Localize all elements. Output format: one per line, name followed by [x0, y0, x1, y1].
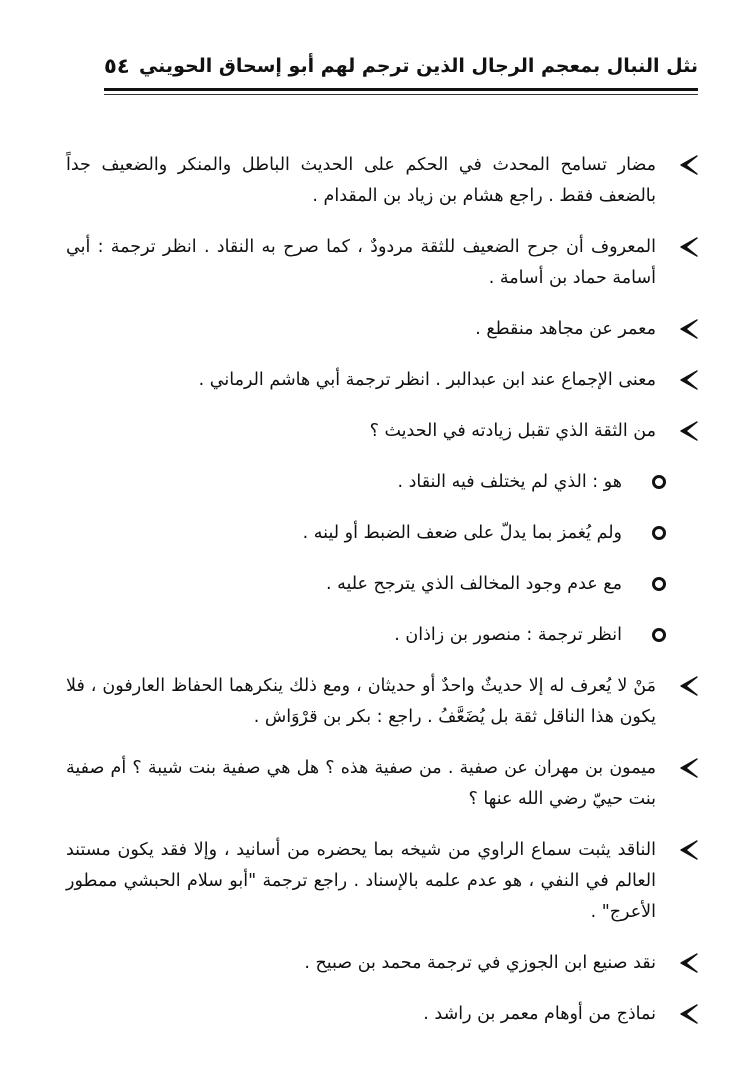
circle-bullet-icon — [652, 475, 666, 489]
bullet-item-text: الناقد يثبت سماع الراوي من شيخه بما يحضره من أسانيد ، وإلا فقد يكون مستند العالم في النفي ، هو عدم علمه بالإسناد . راجع ترجمة "أبو سلام الحبشي ممطور الأعرج" . — [66, 840, 656, 922]
bullet-item-text: المعروف أن جرح الضعيف للثقة مردودٌ ، كما صرح به النقاد . انظر ترجمة : أبي أسامة حماد بن أسامة . — [66, 237, 656, 288]
bullet-item-text: من الثقة الذي تقبل زيادته في الحديث ؟ — [369, 421, 656, 441]
bullet-item-text: نماذج من أوهام معمر بن راشد . — [423, 1004, 656, 1024]
bullet-item — [66, 416, 700, 447]
arrow-bullet-icon — [678, 419, 700, 443]
circle-bullet-icon — [652, 577, 666, 591]
sub-bullet-item — [66, 467, 700, 498]
bullet-item — [66, 671, 700, 733]
arrow-bullet-icon — [678, 674, 700, 698]
sub-bullet-item — [66, 569, 700, 600]
bullet-item-text: مضار تسامح المحدث في الحكم على الحديث الباطل والمنكر والضعيف جداً بالضعف فقط . راجع هشام بن زياد بن المقدام . — [66, 155, 656, 206]
bullet-item — [66, 314, 700, 345]
running-title: نثل النبال بمعجم الرجال الذين ترجم لهم أبو إسحاق الحويني — [138, 55, 698, 77]
bullet-item — [66, 948, 700, 979]
bullet-item-text: نقد صنيع ابن الجوزي في ترجمة محمد بن صبيح . — [304, 953, 656, 973]
arrow-bullet-icon — [678, 756, 700, 780]
arrow-bullet-icon — [678, 153, 700, 177]
header-rule-thin — [104, 94, 698, 95]
sub-bullet-item — [66, 518, 700, 549]
page-header — [104, 52, 698, 90]
circle-bullet-icon — [652, 526, 666, 540]
bullet-item-text: معمر عن مجاهد منقطع . — [475, 319, 656, 339]
sub-bullet-item-text: انظر ترجمة : منصور بن زاذان . — [394, 625, 622, 645]
bullet-item-text: مَنْ لا يُعرف له إلا حديثٌ واحدٌ أو حديثان ، ومع ذلك ينكرهما الحفاظ العارفون ، فلا يكون هذا الناقل ثقة بل يُضَعَّفُ . راجع : بكر بن قرْوَاش . — [66, 676, 656, 727]
page-number: ٥٤ — [104, 54, 130, 78]
sub-bullet-item-text: هو : الذي لم يختلف فيه النقاد . — [397, 472, 622, 492]
bullet-item — [66, 232, 700, 294]
arrow-bullet-icon — [678, 1002, 700, 1026]
sub-bullet-item-text: مع عدم وجود المخالف الذي يترجح عليه . — [325, 574, 622, 594]
sub-bullet-item-text: ولم يُغمز بما يدلّ على ضعف الضبط أو لينه . — [302, 523, 622, 543]
bullet-item — [66, 835, 700, 928]
bullet-item-text: ميمون بن مهران عن صفية . من صفية هذه ؟ هل هي صفية بنت شيبة ؟ أم صفية بنت حييّ رضي الله عنها ؟ — [66, 758, 656, 809]
circle-bullet-icon — [652, 628, 666, 642]
header-rule-thick — [104, 88, 698, 91]
sub-bullet-item — [66, 620, 700, 651]
bullet-item — [66, 365, 700, 396]
bullet-item — [66, 753, 700, 815]
arrow-bullet-icon — [678, 317, 700, 341]
arrow-bullet-icon — [678, 838, 700, 862]
body-content — [66, 150, 700, 1050]
arrow-bullet-icon — [678, 951, 700, 975]
bullet-item — [66, 150, 700, 212]
arrow-bullet-icon — [678, 235, 700, 259]
arrow-bullet-icon — [678, 368, 700, 392]
bullet-item — [66, 999, 700, 1030]
bullet-item-text: معنى الإجماع عند ابن عبدالبر . انظر ترجمة أبي هاشم الرماني . — [198, 370, 656, 390]
